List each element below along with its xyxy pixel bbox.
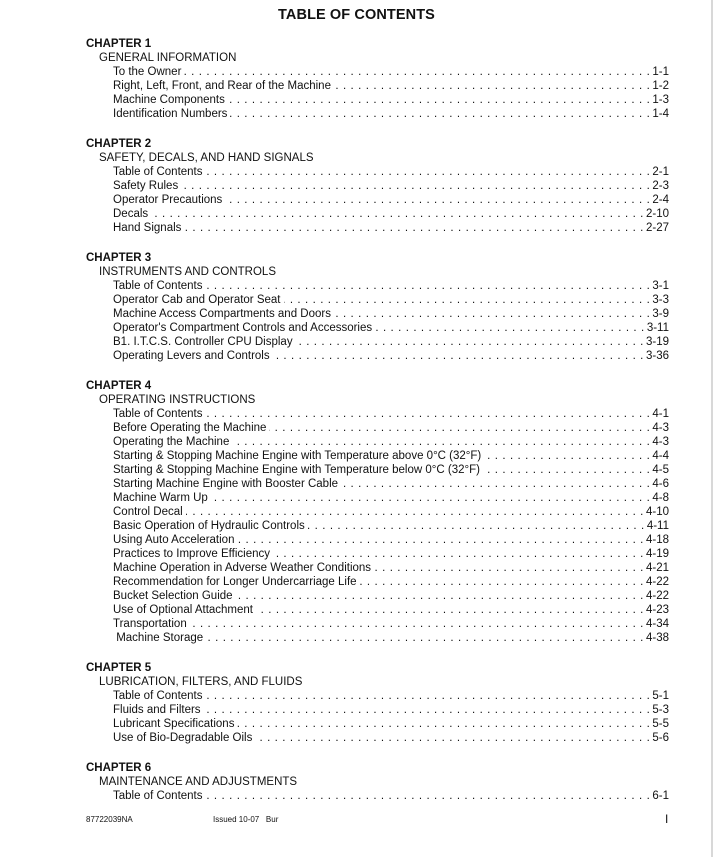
toc-entry-page: 6-1 xyxy=(652,790,669,802)
toc-entry-label: Right, Left, Front, and Rear of the Machine xyxy=(113,80,331,92)
toc-entry-label: Operator Precautions xyxy=(113,194,223,206)
dot-leader xyxy=(206,789,651,803)
dot-leader xyxy=(206,631,644,645)
toc-entry-page: 3-19 xyxy=(645,336,669,348)
toc-entry-label: Machine Operation in Adverse Weather Conditions xyxy=(113,562,372,574)
toc-entry-page: 5-3 xyxy=(652,704,669,716)
toc-entry[interactable] xyxy=(113,617,669,631)
toc-entry[interactable] xyxy=(113,631,669,645)
toc-entry-label: Fluids and Filters xyxy=(113,704,201,716)
toc-entry[interactable] xyxy=(113,179,669,193)
footer-page-number: I xyxy=(665,812,669,826)
dot-leader xyxy=(206,165,651,179)
toc-entry-page: 4-19 xyxy=(645,548,669,560)
toc-entry-page: 4-23 xyxy=(645,604,669,616)
dot-leader xyxy=(184,221,644,235)
toc-entry-page: 4-3 xyxy=(652,422,669,434)
toc-entry-label: Starting Machine Engine with Booster Cable xyxy=(113,478,339,490)
dot-leader xyxy=(232,435,650,449)
dot-leader xyxy=(237,533,644,547)
toc-entry-label: Recommendation for Longer Undercarriage Life xyxy=(113,576,357,588)
toc-entry-page: 5-5 xyxy=(652,718,669,730)
toc-entry[interactable] xyxy=(113,321,669,335)
dot-leader xyxy=(204,703,651,717)
toc-entry-page: 4-1 xyxy=(652,408,669,420)
toc-entry-page: 3-3 xyxy=(652,294,669,306)
toc-entry[interactable] xyxy=(113,165,669,179)
toc-entry[interactable] xyxy=(113,519,669,533)
toc-entry-label: Hand Signals xyxy=(113,222,182,234)
chapter-title: INSTRUMENTS AND CONTROLS xyxy=(99,266,276,278)
toc-entry[interactable] xyxy=(113,349,669,363)
toc-entry[interactable] xyxy=(113,193,669,207)
toc-entry-page: 4-8 xyxy=(652,492,669,504)
chapter-heading: CHAPTER 4 xyxy=(86,380,152,392)
footer-issue-date: Issued 10-07 Bur xyxy=(213,815,279,824)
chapter-title: SAFETY, DECALS, AND HAND SIGNALS xyxy=(99,152,314,164)
chapter-section xyxy=(86,137,669,235)
dot-leader xyxy=(255,731,650,745)
toc-entry[interactable] xyxy=(113,449,669,463)
toc-entry[interactable] xyxy=(113,533,669,547)
toc-entry-page: 4-22 xyxy=(645,576,669,588)
toc-entry[interactable] xyxy=(113,307,669,321)
toc-entry[interactable] xyxy=(113,407,669,421)
dot-leader xyxy=(360,575,644,589)
toc-entry-page: 2-4 xyxy=(652,194,669,206)
toc-entry-page: 5-1 xyxy=(652,690,669,702)
toc-entry-page: 1-4 xyxy=(652,108,669,120)
toc-entry[interactable] xyxy=(113,207,669,221)
toc-entry-label: Machine Access Compartments and Doors xyxy=(113,308,331,320)
toc-entry[interactable] xyxy=(113,293,669,307)
dot-leader xyxy=(374,561,644,575)
toc-entry-label: Machine Warm Up xyxy=(113,492,208,504)
toc-entry-label: Starting & Stopping Machine Engine with Temperature below 0°C (32°F) xyxy=(113,464,480,476)
dot-leader xyxy=(375,321,645,335)
toc-entry-label: Safety Rules xyxy=(113,180,179,192)
toc-entry-label: Operator Cab and Operator Seat xyxy=(113,294,281,306)
dot-leader xyxy=(273,349,644,363)
chapter-section xyxy=(86,379,669,645)
toc-entry-label: Transportation xyxy=(113,618,187,630)
chapter-title: GENERAL INFORMATION xyxy=(99,52,237,64)
chapter-title: MAINTENANCE AND ADJUSTMENTS xyxy=(99,776,298,788)
toc-entry[interactable] xyxy=(113,435,669,449)
dot-leader xyxy=(230,107,650,121)
toc-entry[interactable] xyxy=(113,221,669,235)
toc-entry[interactable] xyxy=(113,689,669,703)
dot-leader xyxy=(284,293,651,307)
toc-entry-label: B1. I.T.C.S. Controller CPU Display xyxy=(113,336,293,348)
dot-leader xyxy=(206,689,651,703)
toc-entry-page: 2-3 xyxy=(652,180,669,192)
dot-leader xyxy=(308,519,645,533)
dot-leader xyxy=(225,193,650,207)
toc-entry-page: 4-21 xyxy=(645,562,669,574)
toc-entry-page: 1-1 xyxy=(652,66,669,78)
toc-entry-page: 4-38 xyxy=(645,632,669,644)
chapter-heading: CHAPTER 5 xyxy=(86,662,152,674)
table-of-contents xyxy=(86,37,669,819)
toc-entry[interactable] xyxy=(113,717,669,731)
toc-entry-label: To the Owner xyxy=(113,66,182,78)
toc-entry[interactable] xyxy=(113,789,669,803)
toc-entry-page: 4-18 xyxy=(645,534,669,546)
dot-leader xyxy=(256,603,644,617)
toc-entry-label: Table of Contents xyxy=(113,790,203,802)
dot-leader xyxy=(269,421,650,435)
chapter-heading: CHAPTER 2 xyxy=(86,138,152,150)
chapter-heading: CHAPTER 6 xyxy=(86,762,152,774)
toc-entry[interactable] xyxy=(113,547,669,561)
dot-leader xyxy=(181,179,650,193)
dot-leader xyxy=(151,207,644,221)
toc-entry-label: Using Auto Acceleration xyxy=(113,534,235,546)
toc-entry-label: Table of Contents xyxy=(113,166,203,178)
toc-entry-page: 3-1 xyxy=(652,280,669,292)
toc-entry[interactable] xyxy=(113,491,669,505)
dot-leader xyxy=(186,505,644,519)
toc-entry-page: 2-10 xyxy=(645,208,669,220)
chapter-title: OPERATING INSTRUCTIONS xyxy=(99,394,256,406)
toc-entry-label: Starting & Stopping Machine Engine with Temperature above 0°C (32°F) xyxy=(113,450,482,462)
dot-leader xyxy=(228,93,651,107)
dot-leader xyxy=(273,547,644,561)
toc-entry[interactable] xyxy=(113,421,669,435)
toc-entry-label: Table of Contents xyxy=(113,690,203,702)
toc-entry[interactable] xyxy=(113,731,669,745)
toc-entry[interactable] xyxy=(113,575,669,589)
dot-leader xyxy=(211,491,651,505)
toc-entry-page: 1-2 xyxy=(652,80,669,92)
toc-entry-label: Table of Contents xyxy=(113,280,203,292)
page-title: TABLE OF CONTENTS xyxy=(278,7,435,23)
dot-leader xyxy=(334,79,650,93)
toc-entry[interactable] xyxy=(113,561,669,575)
toc-entry[interactable] xyxy=(113,335,669,349)
toc-entry-page: 4-10 xyxy=(645,506,669,518)
chapter-section xyxy=(86,251,669,363)
chapter-section xyxy=(86,661,669,745)
dot-leader xyxy=(483,463,650,477)
toc-entry-label: Table of Contents xyxy=(113,408,203,420)
toc-entry-label: Machine Components xyxy=(113,94,225,106)
toc-entry-label: Practices to Improve Efficiency xyxy=(113,548,271,560)
toc-entry[interactable] xyxy=(113,505,669,519)
toc-entry[interactable] xyxy=(113,279,669,293)
dot-leader xyxy=(236,589,644,603)
toc-entry[interactable] xyxy=(113,703,669,717)
toc-entry-label: Lubricant Specifications xyxy=(113,718,235,730)
toc-entry-page: 4-3 xyxy=(652,436,669,448)
toc-entry[interactable] xyxy=(113,93,669,107)
dot-leader xyxy=(184,65,650,79)
chapter-heading: CHAPTER 3 xyxy=(86,252,152,264)
dot-leader xyxy=(206,407,651,421)
dot-leader xyxy=(190,617,644,631)
toc-entry[interactable] xyxy=(113,589,669,603)
footer-document-code: 87722039NA xyxy=(86,815,133,824)
toc-entry-label: Decals xyxy=(113,208,149,220)
dot-leader xyxy=(296,335,644,349)
toc-entry-page: 3-9 xyxy=(652,308,669,320)
toc-entry-page: 3-36 xyxy=(645,350,669,362)
chapter-section xyxy=(86,761,669,803)
toc-entry[interactable] xyxy=(113,477,669,491)
toc-entry-page: 4-11 xyxy=(646,520,669,532)
toc-entry-label: Bucket Selection Guide xyxy=(113,590,233,602)
toc-entry-page: 3-11 xyxy=(646,322,669,334)
toc-entry-page: 4-5 xyxy=(652,464,669,476)
toc-entry-page: 5-6 xyxy=(652,732,669,744)
toc-entry-label: Identification Numbers xyxy=(113,108,228,120)
toc-entry-page: 2-27 xyxy=(645,222,669,234)
chapter-title: LUBRICATION, FILTERS, AND FLUIDS xyxy=(99,676,303,688)
toc-entry-page: 4-4 xyxy=(652,450,669,462)
toc-entry[interactable] xyxy=(113,65,669,79)
toc-entry-label: Basic Operation of Hydraulic Controls xyxy=(113,520,305,532)
toc-entry-label: Operating Levers and Controls xyxy=(113,350,270,362)
toc-entry[interactable] xyxy=(113,463,669,477)
toc-entry-label: Control Decal xyxy=(113,506,183,518)
toc-entry[interactable] xyxy=(113,107,669,121)
toc-entry-page: 4-6 xyxy=(652,478,669,490)
dot-leader xyxy=(484,449,650,463)
toc-entry-page: 4-34 xyxy=(645,618,669,630)
toc-entry-label: Operating the Machine xyxy=(113,436,230,448)
chapter-section xyxy=(86,37,669,121)
toc-entry-label: Use of Optional Attachment xyxy=(113,604,253,616)
toc-entry-label: Use of Bio-Degradable Oils xyxy=(113,732,253,744)
toc-entry-label: Before Operating the Machine xyxy=(113,422,267,434)
toc-entry-page: 4-22 xyxy=(645,590,669,602)
toc-entry-label: Machine Storage xyxy=(113,632,204,644)
dot-leader xyxy=(237,717,650,731)
toc-entry[interactable] xyxy=(113,79,669,93)
toc-entry-page: 2-1 xyxy=(652,166,669,178)
toc-entry-page: 1-3 xyxy=(652,94,669,106)
toc-entry-label: Operator's Compartment Controls and Accessories xyxy=(113,322,373,334)
dot-leader xyxy=(206,279,651,293)
toc-entry[interactable] xyxy=(113,603,669,617)
dot-leader xyxy=(334,307,650,321)
dot-leader xyxy=(341,477,650,491)
chapter-heading: CHAPTER 1 xyxy=(86,38,152,50)
